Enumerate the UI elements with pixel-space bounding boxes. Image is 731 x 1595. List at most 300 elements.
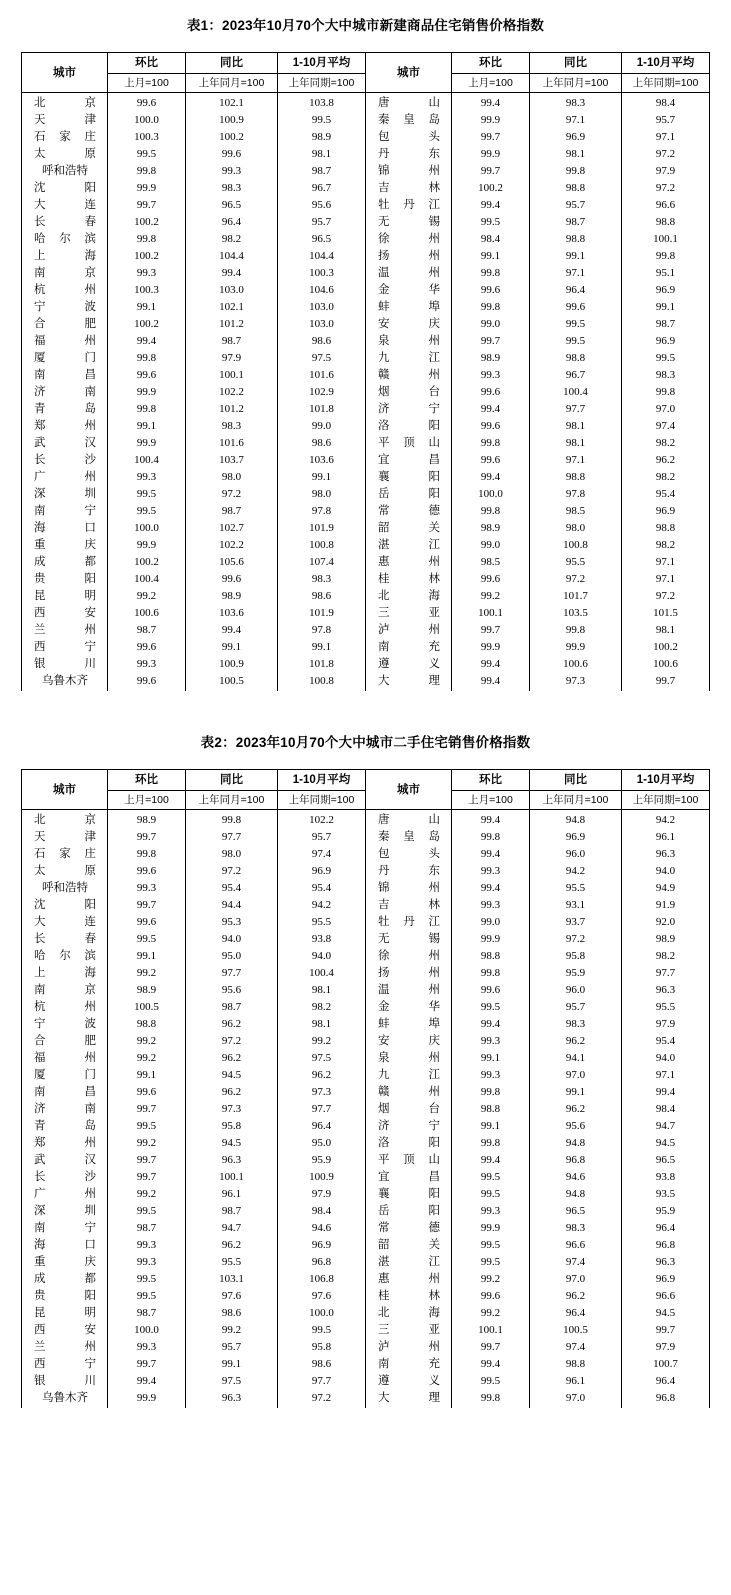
mom-value-cell: 99.2 — [452, 1271, 530, 1288]
city-label: 郑州 — [34, 1137, 96, 1149]
avg-value-cell: 93.8 — [622, 1169, 710, 1186]
city-label: 泸州 — [378, 624, 440, 636]
city-label: 丹东 — [378, 865, 440, 877]
city-label: 合肥 — [34, 318, 96, 330]
city-label: 惠州 — [378, 556, 440, 568]
table-row — [22, 265, 710, 282]
yoy-value-cell: 96.9 — [530, 129, 622, 146]
city-label: 徐州 — [378, 233, 440, 245]
avg-value-cell: 99.8 — [622, 384, 710, 401]
table-row — [22, 605, 710, 622]
city-label: 兰州 — [34, 624, 96, 636]
col-subheader-avg-left: 上年同期=100 — [278, 74, 366, 93]
mom-value-cell: 99.3 — [108, 469, 186, 486]
city-name-cell — [366, 231, 452, 248]
avg-value-cell: 101.9 — [278, 520, 366, 537]
yoy-value-cell: 96.1 — [186, 1186, 278, 1203]
yoy-value-cell: 97.7 — [530, 401, 622, 418]
city-name-cell — [22, 863, 108, 880]
table-row — [22, 401, 710, 418]
city-label: 牡丹江 — [378, 916, 440, 928]
yoy-value-cell: 98.2 — [186, 231, 278, 248]
city-label: 宜昌 — [378, 454, 440, 466]
city-label: 南京 — [34, 984, 96, 996]
city-label: 天津 — [34, 831, 96, 843]
mom-value-cell: 99.1 — [108, 948, 186, 965]
avg-value-cell: 95.4 — [278, 880, 366, 897]
city-name-cell — [366, 656, 452, 673]
yoy-value-cell: 95.9 — [530, 965, 622, 982]
city-label: 海口 — [34, 1239, 96, 1251]
table-row — [22, 384, 710, 401]
table-row — [22, 914, 710, 931]
table-row — [22, 367, 710, 384]
avg-value-cell: 94.5 — [622, 1135, 710, 1152]
city-label: 兰州 — [34, 1341, 96, 1353]
city-label: 大连 — [34, 916, 96, 928]
yoy-value-cell: 97.7 — [186, 965, 278, 982]
city-label: 青岛 — [34, 403, 96, 415]
table-row — [22, 1237, 710, 1254]
mom-value-cell: 99.7 — [452, 129, 530, 146]
yoy-value-cell: 93.1 — [530, 897, 622, 914]
avg-value-cell: 95.4 — [622, 1033, 710, 1050]
yoy-value-cell: 98.0 — [186, 846, 278, 863]
col-header-yoy-right: 同比 — [530, 53, 622, 74]
yoy-value-cell: 95.8 — [186, 1118, 278, 1135]
yoy-value-cell: 95.5 — [530, 880, 622, 897]
avg-value-cell: 97.2 — [622, 146, 710, 163]
city-name-cell — [22, 384, 108, 401]
city-name-cell — [366, 639, 452, 656]
city-label: 安庆 — [378, 318, 440, 330]
city-name-cell — [366, 1271, 452, 1288]
table-row — [22, 897, 710, 914]
city-name-cell — [22, 1016, 108, 1033]
city-name-cell — [366, 1084, 452, 1101]
avg-value-cell: 95.4 — [622, 486, 710, 503]
table-row — [22, 571, 710, 588]
col-header-mom-left: 环比 — [108, 53, 186, 74]
city-label: 丹东 — [378, 148, 440, 160]
mom-value-cell: 99.6 — [452, 571, 530, 588]
mom-value-cell: 99.3 — [452, 1203, 530, 1220]
yoy-value-cell: 99.2 — [186, 1322, 278, 1339]
yoy-value-cell: 94.5 — [186, 1135, 278, 1152]
table-row — [22, 948, 710, 965]
city-name-cell — [22, 231, 108, 248]
table-row — [22, 418, 710, 435]
city-label: 平顶山 — [378, 1154, 440, 1166]
city-label: 锦州 — [378, 165, 440, 177]
avg-value-cell: 104.4 — [278, 248, 366, 265]
mom-value-cell: 99.2 — [108, 1186, 186, 1203]
avg-value-cell: 100.0 — [278, 1305, 366, 1322]
avg-value-cell: 97.4 — [622, 418, 710, 435]
mom-value-cell: 99.3 — [108, 265, 186, 282]
city-name-cell — [22, 112, 108, 129]
avg-value-cell: 103.6 — [278, 452, 366, 469]
city-name-cell — [366, 999, 452, 1016]
avg-value-cell: 98.1 — [278, 146, 366, 163]
mom-value-cell: 99.3 — [108, 1254, 186, 1271]
city-name-cell — [22, 1271, 108, 1288]
yoy-value-cell: 99.3 — [186, 163, 278, 180]
table-row — [22, 1016, 710, 1033]
avg-value-cell: 96.5 — [622, 1152, 710, 1169]
table-row — [22, 231, 710, 248]
city-label: 沈阳 — [34, 899, 96, 911]
yoy-value-cell: 98.8 — [530, 469, 622, 486]
city-label: 银川 — [34, 1375, 96, 1387]
city-name-cell — [22, 554, 108, 571]
yoy-value-cell: 101.2 — [186, 401, 278, 418]
city-name-cell — [366, 588, 452, 605]
mom-value-cell: 98.9 — [108, 982, 186, 999]
table-row — [22, 1101, 710, 1118]
yoy-value-cell: 94.0 — [186, 931, 278, 948]
city-name-cell — [366, 1033, 452, 1050]
yoy-value-cell: 97.4 — [530, 1339, 622, 1356]
mom-value-cell: 100.0 — [108, 520, 186, 537]
yoy-value-cell: 94.7 — [186, 1220, 278, 1237]
city-name-cell — [366, 435, 452, 452]
city-label: 石家庄 — [34, 131, 96, 143]
yoy-value-cell: 96.8 — [530, 1152, 622, 1169]
city-label: 无锡 — [378, 933, 440, 945]
avg-value-cell: 97.2 — [278, 1390, 366, 1408]
mom-value-cell: 99.8 — [452, 829, 530, 846]
table-row — [22, 282, 710, 299]
mom-value-cell: 100.2 — [108, 248, 186, 265]
col-header-avg-left: 1-10月平均 — [278, 770, 366, 791]
yoy-value-cell: 97.0 — [530, 1271, 622, 1288]
city-name-cell — [366, 503, 452, 520]
city-name-cell — [366, 214, 452, 231]
avg-value-cell: 95.0 — [278, 1135, 366, 1152]
city-label: 广州 — [34, 1188, 96, 1200]
mom-value-cell: 99.4 — [452, 1152, 530, 1169]
yoy-value-cell: 97.6 — [186, 1288, 278, 1305]
yoy-value-cell: 100.4 — [530, 384, 622, 401]
city-name-cell — [366, 1067, 452, 1084]
yoy-value-cell: 95.7 — [186, 1339, 278, 1356]
table-row — [22, 880, 710, 897]
yoy-value-cell: 101.7 — [530, 588, 622, 605]
mom-value-cell: 99.4 — [452, 1356, 530, 1373]
city-label: 南宁 — [34, 505, 96, 517]
yoy-value-cell: 102.7 — [186, 520, 278, 537]
col-header-mom-left: 环比 — [108, 770, 186, 791]
city-label: 温州 — [378, 984, 440, 996]
yoy-value-cell: 96.1 — [530, 1373, 622, 1390]
avg-value-cell: 103.8 — [278, 93, 366, 113]
yoy-value-cell: 96.2 — [530, 1033, 622, 1050]
table-row — [22, 469, 710, 486]
yoy-value-cell: 95.7 — [530, 197, 622, 214]
yoy-value-cell: 95.6 — [530, 1118, 622, 1135]
city-label: 成都 — [34, 556, 96, 568]
mom-value-cell: 99.0 — [452, 537, 530, 554]
mom-value-cell: 99.8 — [452, 299, 530, 316]
yoy-value-cell: 103.1 — [186, 1271, 278, 1288]
yoy-value-cell: 103.5 — [530, 605, 622, 622]
avg-value-cell: 98.2 — [622, 469, 710, 486]
mom-value-cell: 99.7 — [452, 163, 530, 180]
mom-value-cell: 99.1 — [108, 418, 186, 435]
yoy-value-cell: 99.8 — [186, 810, 278, 830]
city-name-cell — [22, 846, 108, 863]
city-name-cell — [22, 605, 108, 622]
city-name-cell — [366, 1203, 452, 1220]
table-row — [22, 146, 710, 163]
city-name-cell — [22, 829, 108, 846]
city-label: 乌鲁木齐 — [42, 675, 88, 687]
table-row — [22, 554, 710, 571]
avg-value-cell: 99.1 — [278, 469, 366, 486]
yoy-value-cell: 98.3 — [530, 93, 622, 113]
avg-value-cell: 101.8 — [278, 656, 366, 673]
table-row — [22, 180, 710, 197]
city-label: 杭州 — [34, 1001, 96, 1013]
mom-value-cell: 98.8 — [452, 1101, 530, 1118]
yoy-value-cell: 103.0 — [186, 282, 278, 299]
city-name-cell — [366, 1186, 452, 1203]
yoy-value-cell: 100.5 — [530, 1322, 622, 1339]
avg-value-cell: 97.5 — [278, 350, 366, 367]
avg-value-cell: 98.2 — [278, 999, 366, 1016]
table-row — [22, 1254, 710, 1271]
yoy-value-cell: 94.4 — [186, 897, 278, 914]
city-name-cell — [22, 1356, 108, 1373]
yoy-value-cell: 97.2 — [530, 571, 622, 588]
city-label: 西宁 — [34, 641, 96, 653]
mom-value-cell: 99.2 — [452, 1305, 530, 1322]
city-name-cell — [22, 333, 108, 350]
city-name-cell — [366, 554, 452, 571]
avg-value-cell: 94.6 — [278, 1220, 366, 1237]
yoy-value-cell: 98.3 — [530, 1220, 622, 1237]
city-name-cell — [366, 469, 452, 486]
city-name-cell — [22, 1237, 108, 1254]
mom-value-cell: 99.6 — [108, 639, 186, 656]
city-name-cell — [366, 673, 452, 691]
city-label: 石家庄 — [34, 848, 96, 860]
city-label: 南充 — [378, 1358, 440, 1370]
city-name-cell — [22, 537, 108, 554]
city-label: 常德 — [378, 505, 440, 517]
mom-value-cell: 99.3 — [452, 1033, 530, 1050]
city-name-cell — [22, 982, 108, 999]
city-label: 大理 — [378, 675, 440, 687]
city-label: 上海 — [34, 250, 96, 262]
city-name-cell — [22, 588, 108, 605]
city-name-cell — [366, 401, 452, 418]
city-label: 南宁 — [34, 1222, 96, 1234]
mom-value-cell: 99.4 — [108, 1373, 186, 1390]
city-label: 泉州 — [378, 1052, 440, 1064]
table-row — [22, 1118, 710, 1135]
city-name-cell — [366, 810, 452, 830]
avg-value-cell: 97.9 — [622, 163, 710, 180]
city-name-cell — [366, 1288, 452, 1305]
mom-value-cell: 98.7 — [108, 1220, 186, 1237]
city-name-cell — [22, 931, 108, 948]
avg-value-cell: 101.5 — [622, 605, 710, 622]
mom-value-cell: 100.2 — [452, 180, 530, 197]
city-label: 韶关 — [378, 522, 440, 534]
secondhand-housing-price-index-table — [21, 769, 710, 1408]
city-label: 南昌 — [34, 369, 96, 381]
yoy-value-cell: 94.5 — [186, 1067, 278, 1084]
col-subheader-mom-left: 上月=100 — [108, 74, 186, 93]
city-label: 桂林 — [378, 1290, 440, 1302]
avg-value-cell: 94.7 — [622, 1118, 710, 1135]
avg-value-cell: 99.4 — [622, 1084, 710, 1101]
avg-value-cell: 95.5 — [622, 999, 710, 1016]
mom-value-cell: 99.3 — [108, 1339, 186, 1356]
city-name-cell — [22, 1220, 108, 1237]
city-name-cell — [22, 1033, 108, 1050]
yoy-value-cell: 99.6 — [186, 571, 278, 588]
col-subheader-yoy-right: 上年同月=100 — [530, 74, 622, 93]
city-label: 厦门 — [34, 352, 96, 364]
table-row — [22, 214, 710, 231]
city-label: 秦皇岛 — [378, 831, 440, 843]
yoy-value-cell: 96.7 — [530, 367, 622, 384]
table-row — [22, 299, 710, 316]
avg-value-cell: 96.1 — [622, 829, 710, 846]
avg-value-cell: 98.2 — [622, 435, 710, 452]
table-row — [22, 965, 710, 982]
avg-value-cell: 99.1 — [622, 299, 710, 316]
table-row — [22, 639, 710, 656]
table-row — [22, 931, 710, 948]
avg-value-cell: 97.3 — [278, 1084, 366, 1101]
avg-value-cell: 100.8 — [278, 537, 366, 554]
table-2-title: 表2：2023年10月70个大中城市二手住宅销售价格指数 — [200, 735, 531, 750]
avg-value-cell: 95.1 — [622, 265, 710, 282]
col-header-avg-right: 1-10月平均 — [622, 770, 710, 791]
avg-value-cell: 98.2 — [622, 948, 710, 965]
avg-value-cell: 94.0 — [622, 863, 710, 880]
city-name-cell — [22, 1390, 108, 1408]
yoy-value-cell: 99.4 — [186, 265, 278, 282]
city-label: 济宁 — [378, 403, 440, 415]
yoy-value-cell: 98.7 — [186, 333, 278, 350]
avg-value-cell: 92.0 — [622, 914, 710, 931]
city-label: 桂林 — [378, 573, 440, 585]
col-subheader-mom-right: 上月=100 — [452, 74, 530, 93]
city-label: 武汉 — [34, 1154, 96, 1166]
yoy-value-cell: 98.3 — [186, 180, 278, 197]
city-name-cell — [22, 639, 108, 656]
avg-value-cell: 98.0 — [278, 486, 366, 503]
table-block-2 — [0, 717, 731, 1408]
mom-value-cell: 99.2 — [108, 1050, 186, 1067]
city-label: 牡丹江 — [378, 199, 440, 211]
city-name-cell — [366, 931, 452, 948]
table-row — [22, 520, 710, 537]
table-row — [22, 829, 710, 846]
city-name-cell — [366, 1322, 452, 1339]
city-name-cell — [22, 1050, 108, 1067]
city-label: 岳阳 — [378, 488, 440, 500]
avg-value-cell: 99.5 — [278, 112, 366, 129]
city-name-cell — [366, 520, 452, 537]
city-name-cell — [366, 1169, 452, 1186]
city-label: 包头 — [378, 848, 440, 860]
yoy-value-cell: 95.8 — [530, 948, 622, 965]
avg-value-cell: 95.9 — [278, 1152, 366, 1169]
avg-value-cell: 98.4 — [622, 1101, 710, 1118]
avg-value-cell: 98.4 — [278, 1203, 366, 1220]
mom-value-cell: 99.2 — [108, 965, 186, 982]
mom-value-cell: 100.2 — [108, 554, 186, 571]
col-header-avg-right: 1-10月平均 — [622, 53, 710, 74]
city-label: 合肥 — [34, 1035, 96, 1047]
yoy-value-cell: 95.0 — [186, 948, 278, 965]
yoy-value-cell: 98.8 — [530, 350, 622, 367]
mom-value-cell: 100.4 — [108, 571, 186, 588]
yoy-value-cell: 100.9 — [186, 656, 278, 673]
table-row — [22, 1305, 710, 1322]
avg-value-cell: 96.4 — [622, 1373, 710, 1390]
yoy-value-cell: 100.8 — [530, 537, 622, 554]
city-label: 九江 — [378, 1069, 440, 1081]
avg-value-cell: 104.6 — [278, 282, 366, 299]
city-name-cell — [22, 1084, 108, 1101]
avg-value-cell: 95.5 — [278, 914, 366, 931]
yoy-value-cell: 97.0 — [530, 1390, 622, 1408]
city-label: 蚌埠 — [378, 301, 440, 313]
avg-value-cell: 99.5 — [278, 1322, 366, 1339]
city-name-cell — [22, 1203, 108, 1220]
mom-value-cell: 99.7 — [108, 829, 186, 846]
yoy-value-cell: 96.2 — [186, 1050, 278, 1067]
mom-value-cell: 99.9 — [108, 384, 186, 401]
mom-value-cell: 99.7 — [108, 1101, 186, 1118]
city-name-cell — [366, 1254, 452, 1271]
avg-value-cell: 96.3 — [622, 846, 710, 863]
yoy-value-cell: 101.2 — [186, 316, 278, 333]
yoy-value-cell: 99.5 — [530, 333, 622, 350]
city-label: 济宁 — [378, 1120, 440, 1132]
city-name-cell — [22, 180, 108, 197]
yoy-value-cell: 97.1 — [530, 112, 622, 129]
city-name-cell — [22, 146, 108, 163]
yoy-value-cell: 94.1 — [530, 1050, 622, 1067]
yoy-value-cell: 96.2 — [186, 1084, 278, 1101]
avg-value-cell: 98.6 — [278, 435, 366, 452]
yoy-value-cell: 99.8 — [530, 622, 622, 639]
mom-value-cell: 99.4 — [452, 197, 530, 214]
col-header-avg-left: 1-10月平均 — [278, 53, 366, 74]
avg-value-cell: 98.7 — [622, 316, 710, 333]
mom-value-cell: 98.8 — [452, 948, 530, 965]
avg-value-cell: 96.8 — [278, 1254, 366, 1271]
city-label: 济南 — [34, 386, 96, 398]
avg-value-cell: 98.1 — [278, 982, 366, 999]
city-name-cell — [22, 656, 108, 673]
mom-value-cell: 99.4 — [452, 673, 530, 691]
mom-value-cell: 99.3 — [108, 656, 186, 673]
yoy-value-cell: 96.4 — [186, 214, 278, 231]
col-header-city-left: 城市 — [22, 770, 108, 810]
table-block-1 — [0, 0, 731, 691]
table-row — [22, 129, 710, 146]
yoy-value-cell: 98.7 — [530, 214, 622, 231]
